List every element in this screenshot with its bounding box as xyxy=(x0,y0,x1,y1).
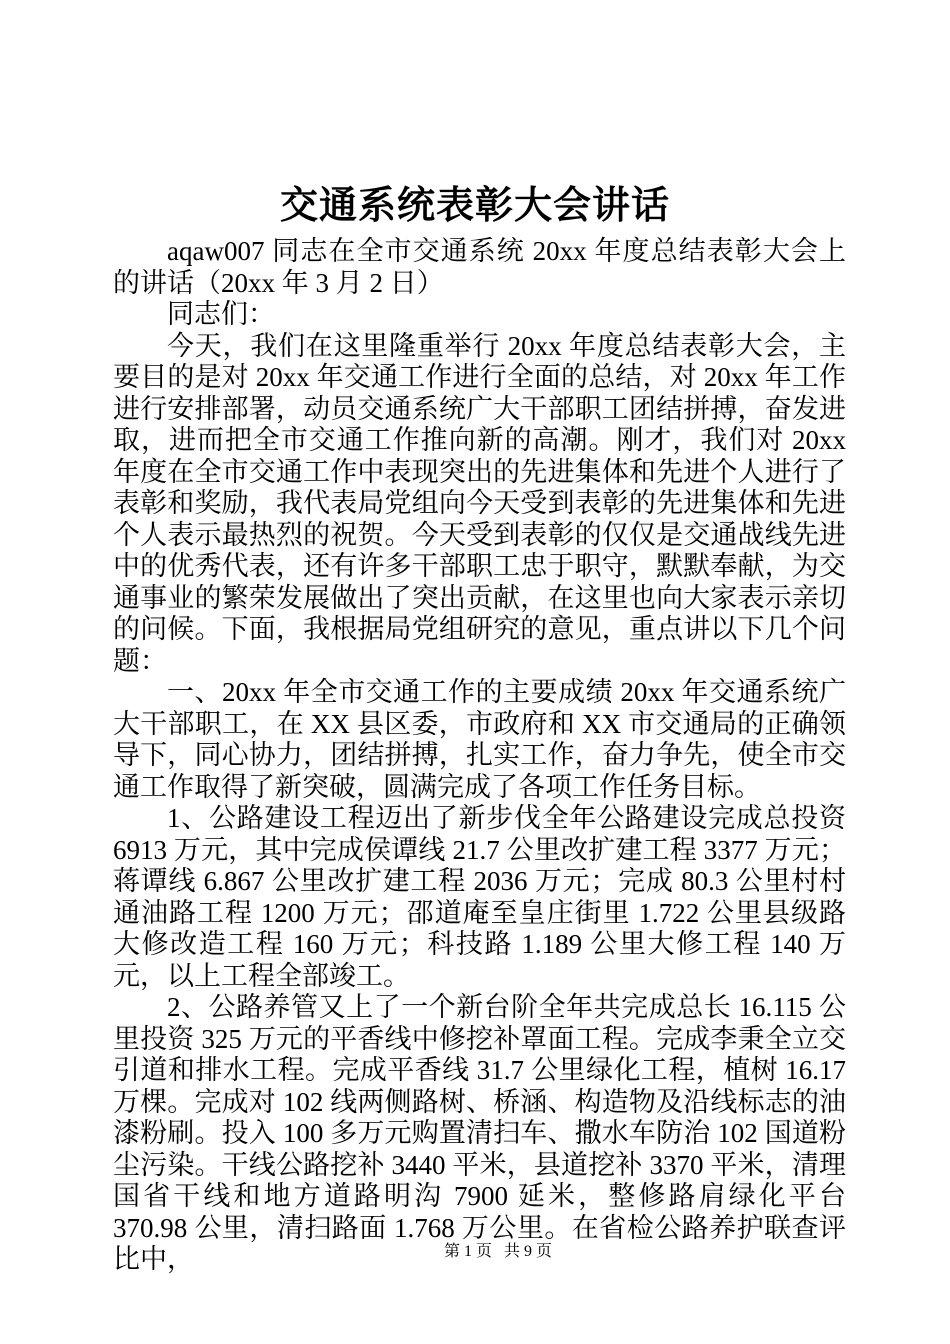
paragraph-1: aqaw007 同志在全市交通系统 20xx 年度总结表彰大会上的讲话（20xx 年 3 月 2 日） xyxy=(113,236,846,298)
footer-spacer xyxy=(496,1243,500,1260)
page-footer xyxy=(0,1242,950,1262)
paragraph-5: 1、公路建设工程迈出了新步伐全年公路建设完成总投资 6913 万元，其中完成侯谭线 21.7 公里改扩建工程 3377 万元；蒋谭线 6.867 公里改扩建工程 2036 万元；完成 80.3 公里村村通油路工程 1200 万元；邵道庵至皇庄街里 1.722 公里县级路大修改造工程 160 万元；科技路 1.189 公里大修工程 140 万元，以上工程全部竣工。 xyxy=(113,803,846,991)
paragraph-4: 一、20xx 年全市交通工作的主要成绩 20xx 年交通系统广大干部职工，在 XX 县区委，市政府和 XX 市交通局的正确领导下，同心协力，团结拼搏，扎实工作，奋力争先，使全市交通工作取得了新突破，圆满完成了各项工作任务目标。 xyxy=(113,677,846,802)
document-title: 交通系统表彰大会讲话 xyxy=(279,185,670,227)
paragraph-6: 2、公路养管又上了一个新台阶全年共完成总长 16.115 公里投资 325 万元的平香线中修挖补罩面工程。完成李秉全立交引道和排水工程。完成平香线 31.7 公里绿化工程，植树 16.17 万棵。完成对 102 线两侧路树、桥涵、构造物及沿线标志的油漆粉刷。投入 100 多万元购置清扫车、撒水车防治 102 国道粉尘污染。干线公路挖补 3440 平米，县道挖补 3370 平米，清理国省干线和地方道路明沟 7900 延米，整修路肩绿化平台 370.98 公里，清扫路面 1.768 万公里。在省检公路养护联查评比中， xyxy=(113,992,846,1274)
page-total-label: 共 9 页 xyxy=(504,1243,553,1260)
page-number-label: 第 1 页 xyxy=(443,1243,492,1260)
paragraph-3: 今天，我们在这里隆重举行 20xx 年度总结表彰大会，主要目的是对 20xx 年交通工作进行全面的总结，对 20xx 年工作进行安排部署，动员交通系统广大干部职工团结拼搏，奋发进取，进而把全市交通工作推向新的高潮。刚才，我们对 20xx 年度在全市交通工作中表现突出的先进集体和先进个人进行了表彰和奖励，我代表局党组向今天受到表彰的先进集体和先进个人表示最热烈的祝贺。今天受到表彰的仅仅是交通战线先进中的优秀代表，还有许多干部职工忠于职守，默默奉献，为交通事业的繁荣发展做出了突出贡献，在这里也向大家表示亲切的问候。下面，我根据局党组研究的意见，重点讲以下几个问题： xyxy=(113,330,846,676)
document-body xyxy=(113,236,846,1276)
paragraph-2: 同志们： xyxy=(167,299,275,329)
